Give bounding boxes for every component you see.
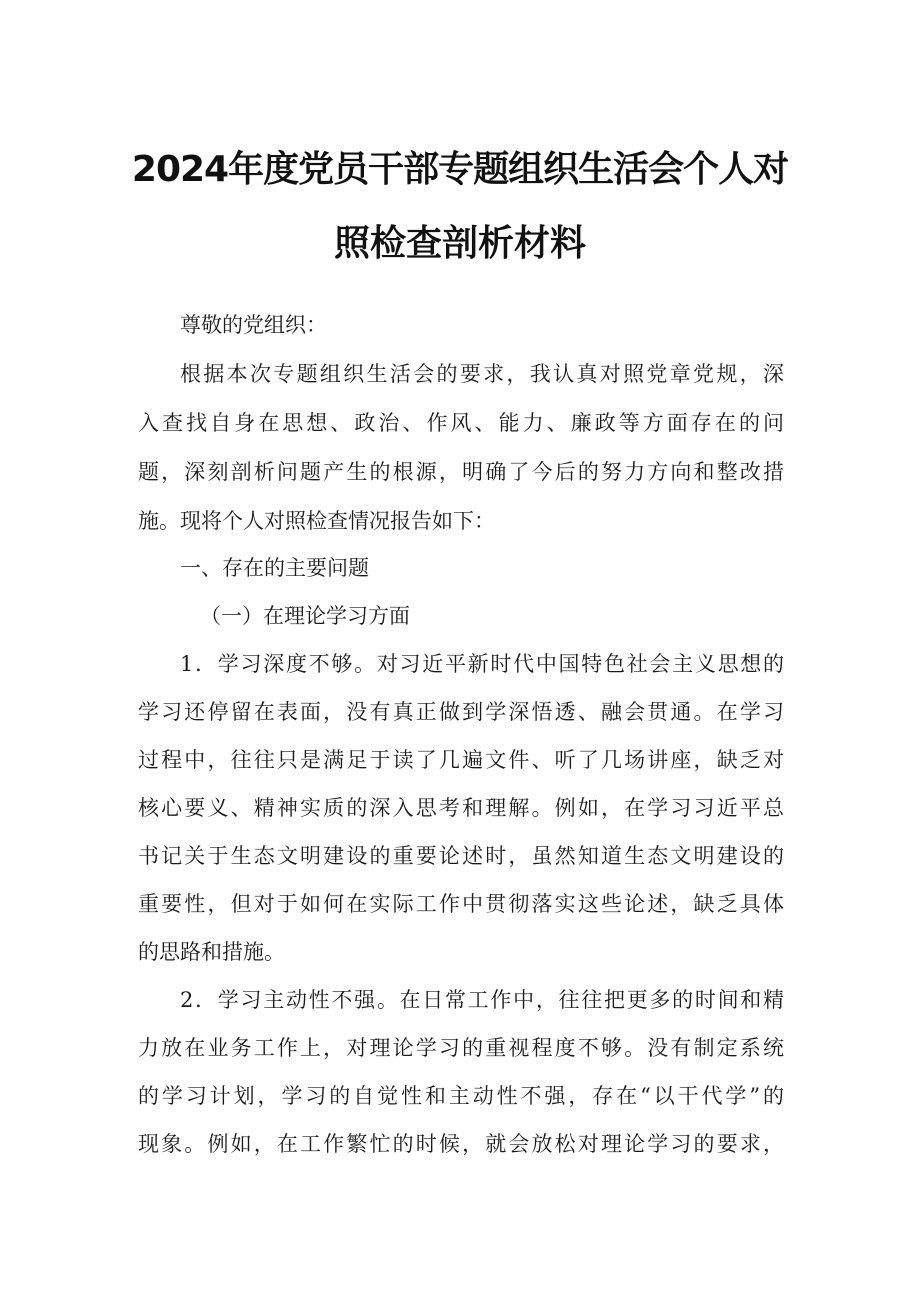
item1-line-2: 学习还停留在表面，没有真正做到学深悟透、融会贯通。在学习 <box>138 700 784 724</box>
section-heading: 一、存在的主要问题 <box>180 556 369 580</box>
item1-line-6: 重要性，但对于如何在实际工作中贯彻落实这些论述，缺乏具体 <box>138 892 784 916</box>
item1-line-3: 过程中，往往只是满足于读了几遍文件、听了几场讲座，缺乏对 <box>138 748 784 772</box>
item2-line-4: 现象。例如，在工作繁忙的时候，就会放松对理论学习的要求， <box>138 1132 784 1156</box>
salutation: 尊敬的党组织： <box>180 313 327 337</box>
item2-line-2: 力放在业务工作上，对理论学习的重视程度不够。没有制定系统 <box>138 1036 784 1060</box>
item1-line-7: 的思路和措施。 <box>138 940 285 964</box>
document-title-line-1: 2024年度党员干部专题组织生活会个人对 <box>131 149 789 190</box>
subsection-heading: （一）在理论学习方面 <box>200 604 410 628</box>
intro-line-2: 入查找自身在思想、政治、作风、能力、廉政等方面存在的问 <box>138 411 784 435</box>
document-title-line-2: 照检查剖析材料 <box>333 223 586 264</box>
item2-line-1: 2．学习主动性不强。在日常工作中，往往把更多的时间和精 <box>180 988 784 1012</box>
item1-line-1: 1．学习深度不够。对习近平新时代中国特色社会主义思想的 <box>180 652 784 676</box>
item1-line-4: 核心要义、精神实质的深入思考和理解。例如，在学习习近平总 <box>138 796 784 820</box>
item1-line-5: 书记关于生态文明建设的重要论述时，虽然知道生态文明建设的 <box>138 844 784 868</box>
intro-line-1: 根据本次专题组织生活会的要求，我认真对照党章党规，深 <box>180 362 784 386</box>
intro-line-3: 题，深刻剖析问题产生的根源，明确了今后的努力方向和整改措 <box>138 460 784 484</box>
intro-line-4: 施。现将个人对照检查情况报告如下： <box>138 509 495 533</box>
item2-line-3: 的学习计划，学习的自觉性和主动性不强，存在“以干代学”的 <box>138 1084 784 1108</box>
